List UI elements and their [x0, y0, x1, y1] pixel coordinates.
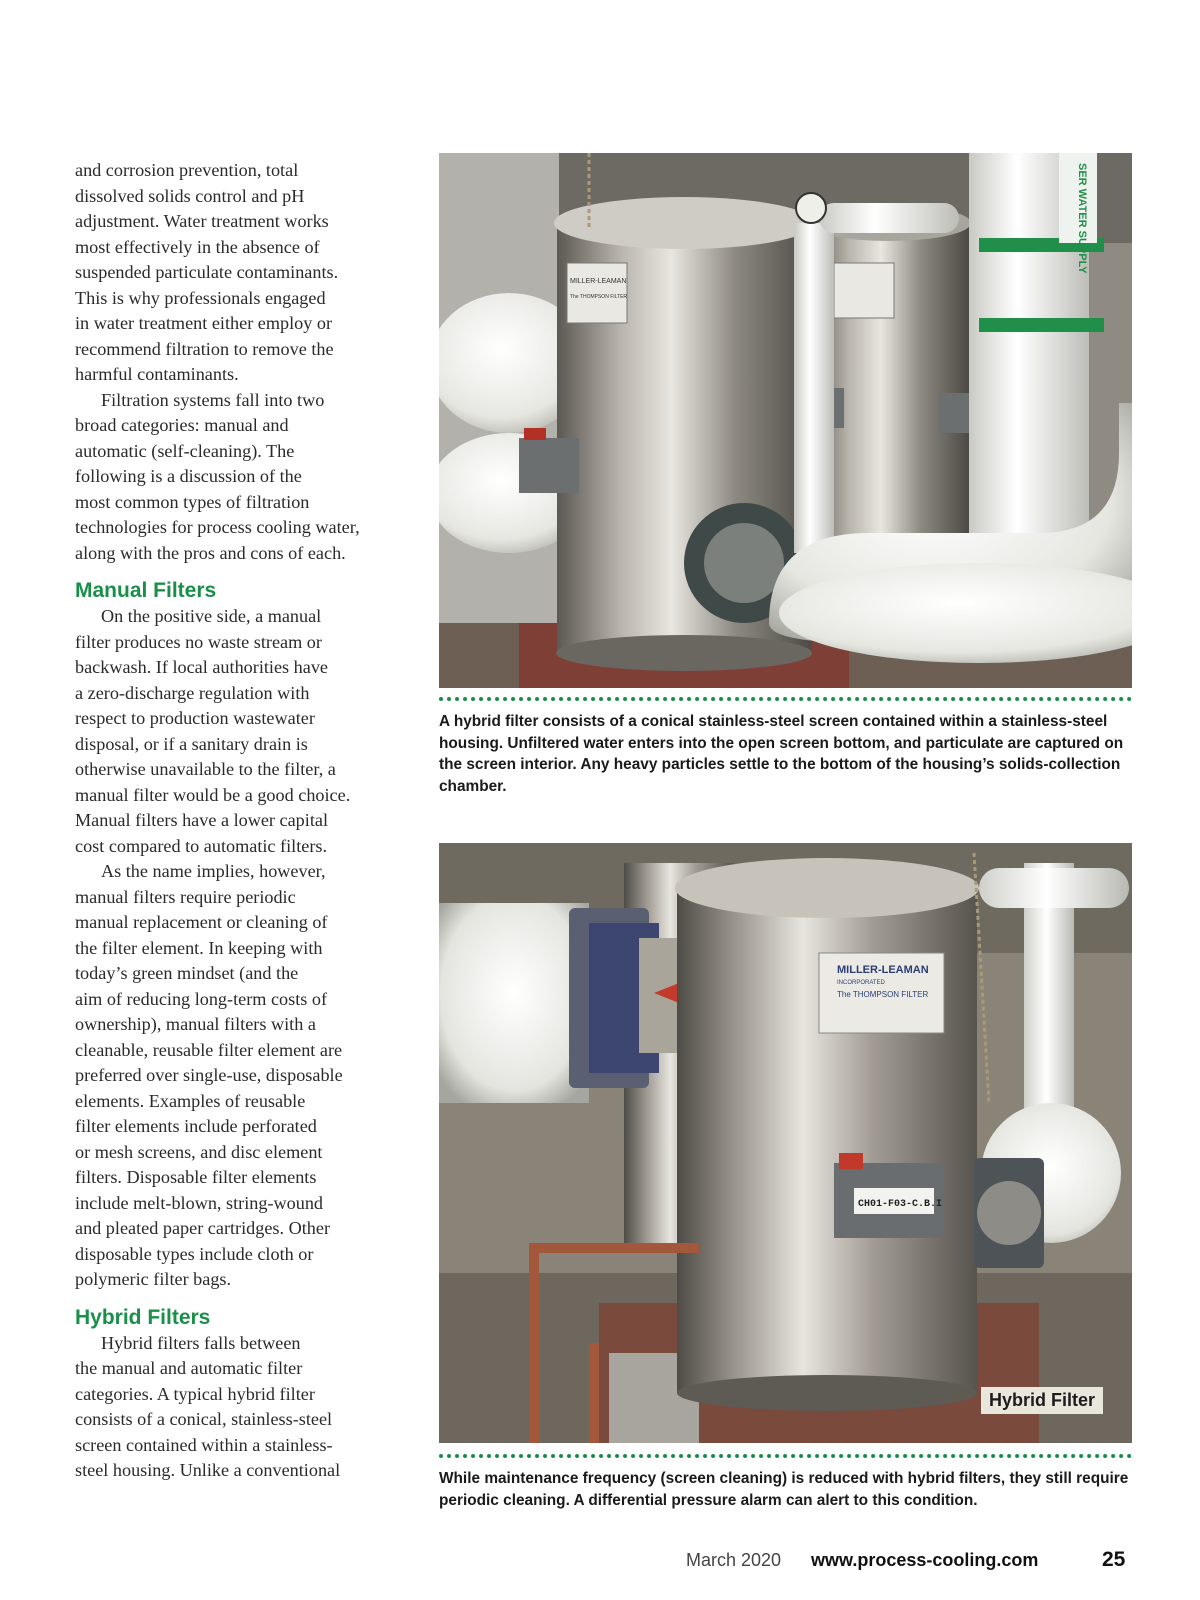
text-line: following is a discussion of the — [75, 466, 302, 486]
text-line: disposable types include cloth or — [75, 1243, 314, 1264]
text-line: elements. Examples of reusable — [75, 1090, 306, 1111]
photo-caption-bottom: While maintenance frequency (screen cleaning) is reduced with hybrid filters, they still require periodic cleaning. A differential pressure alarm can alert to this condition. — [439, 1470, 1129, 1509]
text-line: respect to production wastewater — [75, 708, 315, 728]
manual-paragraph-1 — [75, 604, 420, 859]
page-number: 25 — [1102, 1548, 1126, 1571]
manual-paragraph-2 — [75, 859, 420, 1293]
issue-date: March 2020 — [686, 1550, 782, 1570]
text-line: harmful contaminants. — [75, 364, 239, 384]
page-footer — [0, 1548, 1200, 1574]
text-line: recommend filtration to remove the — [75, 338, 334, 359]
text-line: categories. A typical hybrid filter — [75, 1383, 315, 1404]
manual-filters-heading: Manual Filters — [75, 579, 217, 602]
text-line: and corrosion prevention, total — [75, 160, 299, 180]
text-line: Filtration systems fall into two — [101, 389, 325, 410]
text-line: filters. Disposable filter elements — [75, 1167, 317, 1187]
text-line: Hybrid filters falls between — [101, 1332, 301, 1353]
article-column — [75, 158, 420, 1484]
text-line: screen contained within a stainless- — [75, 1434, 333, 1455]
photo-caption-top: A hybrid filter consists of a conical stainless-steel screen contained within a stainless-steel housing. Unfiltered water enters into the open screen bottom, and particulate are captured on the screen interior. Any heavy particles settle to the bottom of the housing’s solids-collection chamber. — [439, 713, 1124, 795]
hybrid-paragraph-1 — [75, 1331, 420, 1484]
control-box-tag: CH01-F03-C.B.I — [858, 1199, 943, 1210]
text-line: most effectively in the absence of — [75, 236, 320, 257]
text-line: and pleated paper cartridges. Other — [75, 1218, 331, 1238]
text-line: the filter element. In keeping with — [75, 937, 323, 958]
text-line: backwash. If local authorities have — [75, 657, 329, 677]
text-line: filter elements include perforated — [75, 1116, 317, 1136]
text-line: a zero-discharge regulation with — [75, 682, 310, 703]
tank-label-model: The THOMPSON FILTER — [837, 990, 929, 999]
categories-paragraph — [75, 388, 420, 567]
hybrid-filter-photo-bottom — [439, 843, 1132, 1443]
tank-label-brand: MILLER-LEAMAN — [837, 964, 929, 976]
text-line: include melt-blown, string-wound — [75, 1192, 324, 1213]
text-line: steel housing. Unlike a conventional — [75, 1460, 341, 1480]
text-line: consists of a conical, stainless-steel — [75, 1409, 333, 1429]
hybrid-filter-tag: Hybrid Filter — [981, 1387, 1103, 1414]
website-url: www.process-cooling.com — [811, 1550, 1039, 1570]
photo-illustration — [439, 153, 1132, 688]
text-line: As the name implies, however, — [101, 861, 326, 881]
caption-rule — [439, 1454, 1132, 1458]
tank-label-brand: MILLER-LEAMAN — [570, 278, 627, 285]
hybrid-filter-photo-top — [439, 153, 1132, 688]
text-line: preferred over single-use, disposable — [75, 1065, 343, 1085]
text-line: the manual and automatic filter — [75, 1358, 303, 1378]
text-line: broad categories: manual and — [75, 415, 289, 435]
text-line: manual filters require periodic — [75, 886, 296, 907]
text-line: cost compared to automatic filters. — [75, 835, 328, 856]
text-line: suspended particulate contaminants. — [75, 262, 339, 282]
text-line: cleanable, reusable filter element are — [75, 1039, 343, 1060]
text-line: otherwise unavailable to the filter, a — [75, 759, 336, 779]
text-line: aim of reducing long-term costs of — [75, 988, 328, 1009]
text-line: polymeric filter bags. — [75, 1269, 232, 1289]
text-line: or mesh screens, and disc element — [75, 1141, 323, 1162]
intro-paragraph — [75, 158, 420, 388]
hybrid-filters-heading: Hybrid Filters — [75, 1305, 211, 1329]
text-line: automatic (self-cleaning). The — [75, 440, 295, 461]
caption-rule — [439, 697, 1132, 701]
text-line: manual replacement or cleaning of — [75, 912, 328, 932]
text-line: dissolved solids control and pH — [75, 185, 305, 206]
text-line: filter produces no waste stream or — [75, 631, 322, 652]
pipe-label: SER WATER SUPPLY — [1076, 163, 1088, 274]
tank-label-sub: INCORPORATED — [837, 980, 885, 986]
text-line: disposal, or if a sanitary drain is — [75, 733, 308, 754]
text-line: Manual filters have a lower capital — [75, 810, 328, 830]
text-line: This is why professionals engaged — [75, 287, 326, 308]
tank-label-model: The THOMPSON FILTER — [570, 294, 628, 300]
text-line: along with the pros and cons of each. — [75, 542, 346, 563]
photo-illustration — [439, 843, 1132, 1443]
text-line: adjustment. Water treatment works — [75, 211, 329, 231]
text-line: manual filter would be a good choice. — [75, 784, 351, 805]
text-line: ownership), manual filters with a — [75, 1014, 316, 1034]
text-line: in water treatment either employ or — [75, 313, 333, 333]
text-line: On the positive side, a manual — [101, 606, 322, 626]
text-line: most common types of filtration — [75, 491, 310, 512]
text-line: today’s green mindset (and the — [75, 963, 299, 983]
text-line: technologies for process cooling water, — [75, 517, 360, 537]
